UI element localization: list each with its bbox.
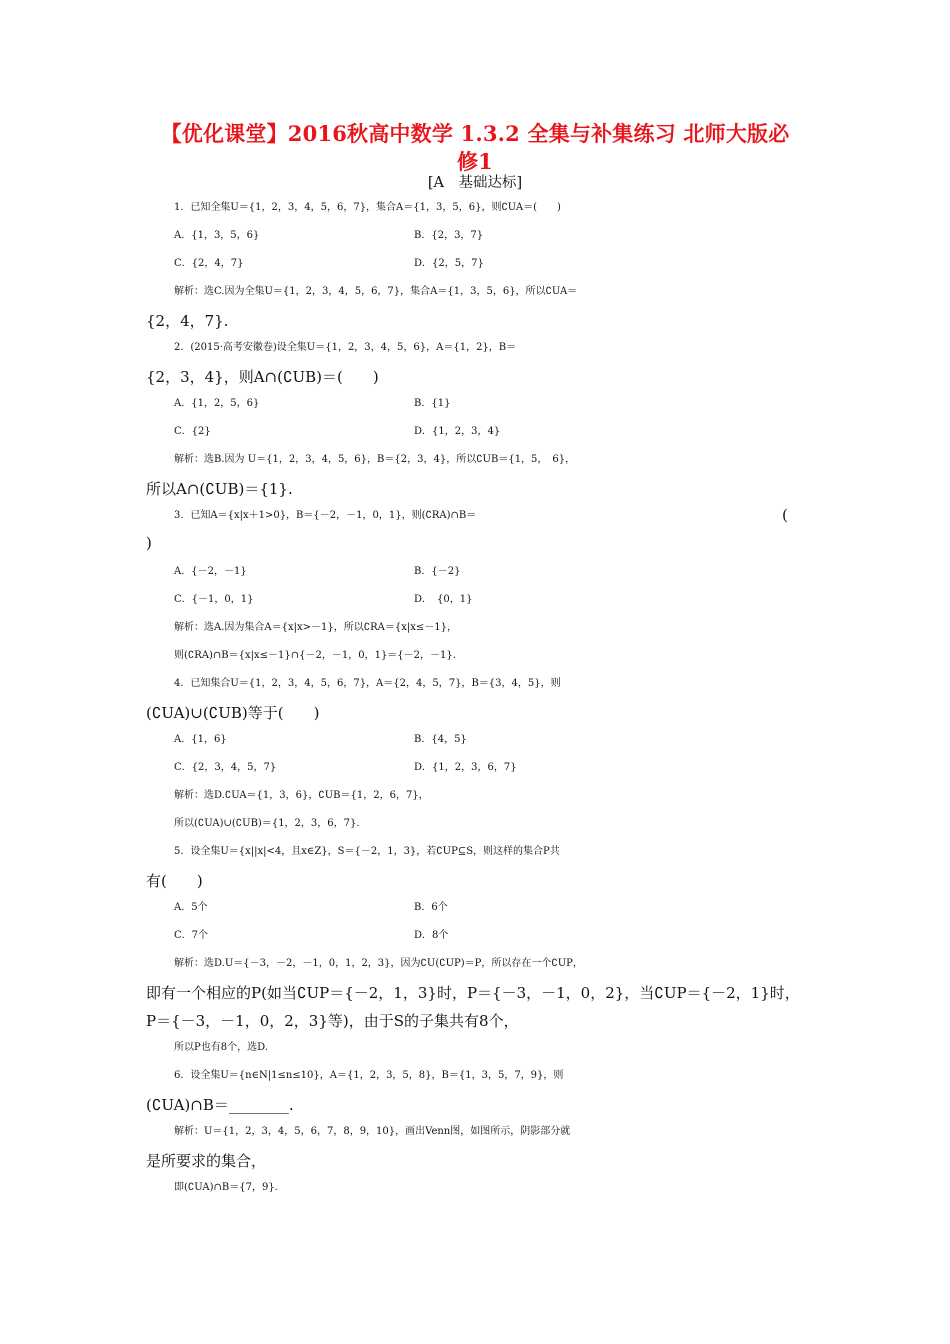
q1-solution-line-2: {2，4，7}. bbox=[146, 312, 229, 330]
q1-option-c: C．{2，4，7} bbox=[174, 258, 244, 269]
question-2: 2．(2015·高考安徽卷)设全集U＝{1，2，3，4，5，6}，A＝{1，2}，B＝ bbox=[174, 342, 517, 353]
question-1: 1．已知全集U＝{1，2，3，4，5，6，7}，集合A＝{1，3，5，6}，则∁UA＝( ) bbox=[174, 202, 561, 213]
question-2-cont: {2，3，4}，则A∩(∁UB)＝( ) bbox=[146, 368, 379, 386]
q3-option-c: C．{－1，0，1} bbox=[174, 594, 254, 605]
title-line-2: 修1 bbox=[456, 149, 493, 174]
q2-option-d: D．{1，2，3，4} bbox=[414, 426, 501, 437]
question-3-paren-close: ) bbox=[146, 534, 152, 552]
q5-solution-line-1: 解析：选D.U＝{－3，－2，－1，0，1，2，3}，因为∁U(∁UP)＝P，所以存在一个∁UP， bbox=[174, 958, 583, 969]
title-line-1: 【优化课堂】2016秋高中数学 1.3.2 全集与补集练习 北师大版必 bbox=[160, 121, 790, 146]
q3-solution-line-2: 则(∁RA)∩B＝{x|x≤－1}∩{－2，－1，0，1}＝{－2，－1}. bbox=[174, 650, 456, 661]
q4-option-c: C．{2，3，4，5，7} bbox=[174, 762, 277, 773]
q4-solution-line-1: 解析：选D.∁UA＝{1，3，6}，∁UB＝{1，2，6，7}， bbox=[174, 790, 429, 801]
q5-solution-line-2: 即有一个相应的P(如当∁UP＝{－2，1，3}时，P＝{－3，－1，0，2}，当∁UP＝{－2，1}时， bbox=[146, 984, 800, 1002]
q5-solution-line-3: P＝{－3，－1，0，2，3}等)，由于S的子集共有8个， bbox=[146, 1012, 519, 1030]
q5-option-d: D．8个 bbox=[414, 930, 449, 941]
q2-solution-line-1: 解析：选B.因为 U＝{1，2，3，4，5，6}，B＝{2，3，4}，所以∁UB＝{1，5， 6}， bbox=[174, 454, 576, 465]
q2-solution-line-2: 所以A∩(∁UB)＝{1}. bbox=[146, 480, 293, 498]
q5-solution-line-4: 所以P也有8个，选D. bbox=[174, 1042, 268, 1053]
q4-option-d: D．{1，2，3，6，7} bbox=[414, 762, 517, 773]
question-3: 3．已知A＝{x|x＋1>0}，B＝{－2，－1，0，1}，则(∁RA)∩B＝ bbox=[174, 510, 477, 521]
question-5: 5．设全集U＝{x||x|<4，且x∈Z}，S＝{－2，1，3}，若∁UP⊆S，则这样的集合P共 bbox=[174, 846, 560, 857]
q3-solution-line-1: 解析：选A.因为集合A＝{x|x>－1}，所以∁RA＝{x|x≤－1}， bbox=[174, 622, 457, 633]
q2-option-b: B．{1} bbox=[414, 398, 451, 409]
q1-option-b: B．{2，3，7} bbox=[414, 230, 484, 241]
question-3-paren-open: ( bbox=[782, 506, 788, 524]
document-title bbox=[140, 120, 810, 176]
question-4: 4．已知集合U＝{1，2，3，4，5，6，7}，A＝{2，4，5，7}，B＝{3，4，5}，则 bbox=[174, 678, 561, 689]
q4-option-b: B．{4，5} bbox=[414, 734, 467, 745]
q1-solution-line-1: 解析：选C.因为全集U＝{1，2，3，4，5，6，7}，集合A＝{1，3，5，6}，所以∁UA＝ bbox=[174, 286, 578, 297]
q5-option-a: A．5个 bbox=[174, 902, 208, 913]
question-4-cont: (∁UA)∪(∁UB)等于( ) bbox=[146, 704, 320, 722]
question-5-cont: 有( ) bbox=[146, 872, 203, 890]
q6-solution-line-2: 是所要求的集合， bbox=[146, 1152, 267, 1170]
q3-option-b: B．{－2} bbox=[414, 566, 461, 577]
q2-option-c: C．{2} bbox=[174, 426, 211, 437]
q1-option-a: A．{1，3，5，6} bbox=[174, 230, 260, 241]
q2-option-a: A．{1，2，5，6} bbox=[174, 398, 260, 409]
q4-option-a: A．{1，6} bbox=[174, 734, 227, 745]
question-6-cont: (∁UA)∩B＝________. bbox=[146, 1096, 294, 1114]
q5-option-b: B．6个 bbox=[414, 902, 448, 913]
q3-option-a: A．{－2，－1} bbox=[174, 566, 247, 577]
q5-option-c: C．7个 bbox=[174, 930, 209, 941]
q6-solution-line-1: 解析：U＝{1，2，3，4，5，6，7，8，9，10}，画出Venn图，如图所示，阴影部分就 bbox=[174, 1126, 571, 1137]
section-heading: [A 基础达标] bbox=[427, 175, 523, 191]
q6-solution-line-3: 即(∁UA)∩B＝{7，9}. bbox=[174, 1182, 278, 1193]
question-6: 6．设全集U＝{n∈N|1≤n≤10}，A＝{1，2，3，5，8}，B＝{1，3，5，7，9}，则 bbox=[174, 1070, 564, 1081]
q4-solution-line-2: 所以(∁UA)∪(∁UB)＝{1，2，3，6，7}. bbox=[174, 818, 360, 829]
q1-option-d: D．{2，5，7} bbox=[414, 258, 484, 269]
q3-option-d: D． {0，1} bbox=[414, 594, 473, 605]
